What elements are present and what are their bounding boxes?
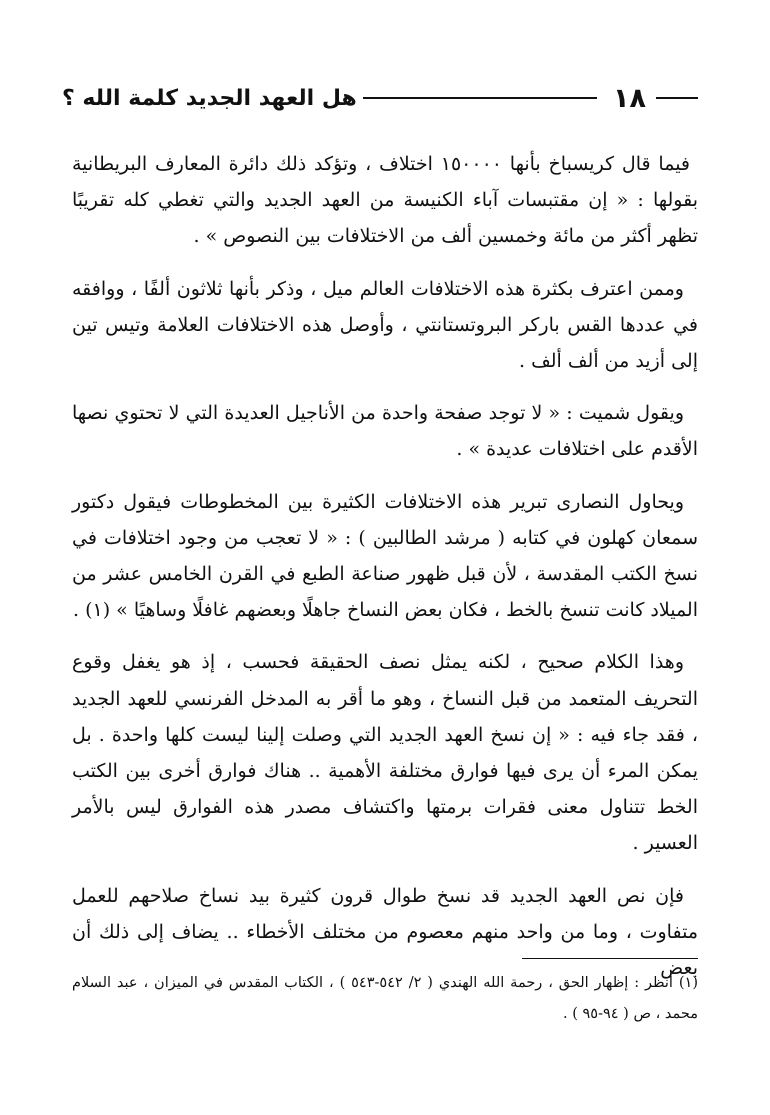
- header-rule-long: [363, 97, 597, 99]
- page-number: ١٨: [613, 82, 646, 114]
- paragraph-3: ويقول شميت : « لا توجد صفحة واحدة من الأناجيل العديدة التي لا تحتوي نصها الأقدم على اختلافات عديدة » .: [72, 402, 698, 461]
- page-header: [62, 76, 698, 120]
- paragraph-1: فيما قال كريسباخ بأنها ١٥٠٠٠٠ اختلاف ، وتؤكد ذلك دائرة المعارف البريطانية بقولها : « إن مقتبسات آباء الكنيسة من العهد الجديد والتي تغطي كله تقريبًا تظهر أكثر من مائة وخمسين ألف من الاختلافات بين النصوص » .: [72, 153, 698, 248]
- paragraph-6: فإن نص العهد الجديد قد نسخ طوال قرون كثيرة بيد نساخ صلاحهم للعمل متفاوت ، وما من واحد منهم معصوم من مختلف الأخطاء .. يضاف إلى ذلك أن بعض: [72, 884, 698, 980]
- running-title: هل العهد الجديد كلمة الله ؟: [62, 85, 357, 111]
- paragraph-4: ويحاول النصارى تبرير هذه الاختلافات الكثيرة بين المخطوطات فيقول دكتور سمعان كهلون في كتابه ( مرشد الطالبين ) : « لا تعجب من وجود اختلافات في نسخ الكتب المقدسة ، لأن قبل ظهور صناعة الطبع في القرن الخامس عشر من الميلاد كانت تنسخ بالخط ، فكان بعض النساخ جاهلًا وبعضهم غافلًا وساهيًا » (١) .: [72, 490, 698, 622]
- footnote: (١) انظر : إظهار الحق ، رحمة الله الهندي ( ٢/ ٥٤٢-٥٤٣ ) ، الكتاب المقدس في الميزان ، عبد السلام محمد ، ص ( ٩٤-٩٥ ) .: [72, 975, 698, 1022]
- paragraph-5: وهذا الكلام صحيح ، لكنه يمثل نصف الحقيقة فحسب ، إذ هو يغفل وقوع التحريف المتعمد من قبل النساخ ، وهو ما أقر به المدخل الفرنسي للعهد الجديد ، فقد جاء فيه : « إن نسخ العهد الجديد التي وصلت إلينا ليست كلها واحدة . بل يمكن المرء أن يرى فيها فوارق مختلفة الأهمية .. هناك فوارق أخرى بين الكتب الخط تتناول معنى فقرات برمتها واكتشاف مصدر هذه الفوارق ليس بالأمر العسير .: [72, 651, 698, 855]
- footnote-separator: [522, 958, 698, 959]
- header-rule-short: [656, 97, 698, 99]
- body-text: [72, 146, 698, 1002]
- paragraph-2: وممن اعترف بكثرة هذه الاختلافات العالم ميل ، وذكر بأنها ثلاثون ألفًا ، ووافقه في عددها القس باركر البروتستانتي ، وأوصل هذه الاختلافات العلامة وتيس تين إلى أزيد من ألف ألف .: [72, 277, 698, 373]
